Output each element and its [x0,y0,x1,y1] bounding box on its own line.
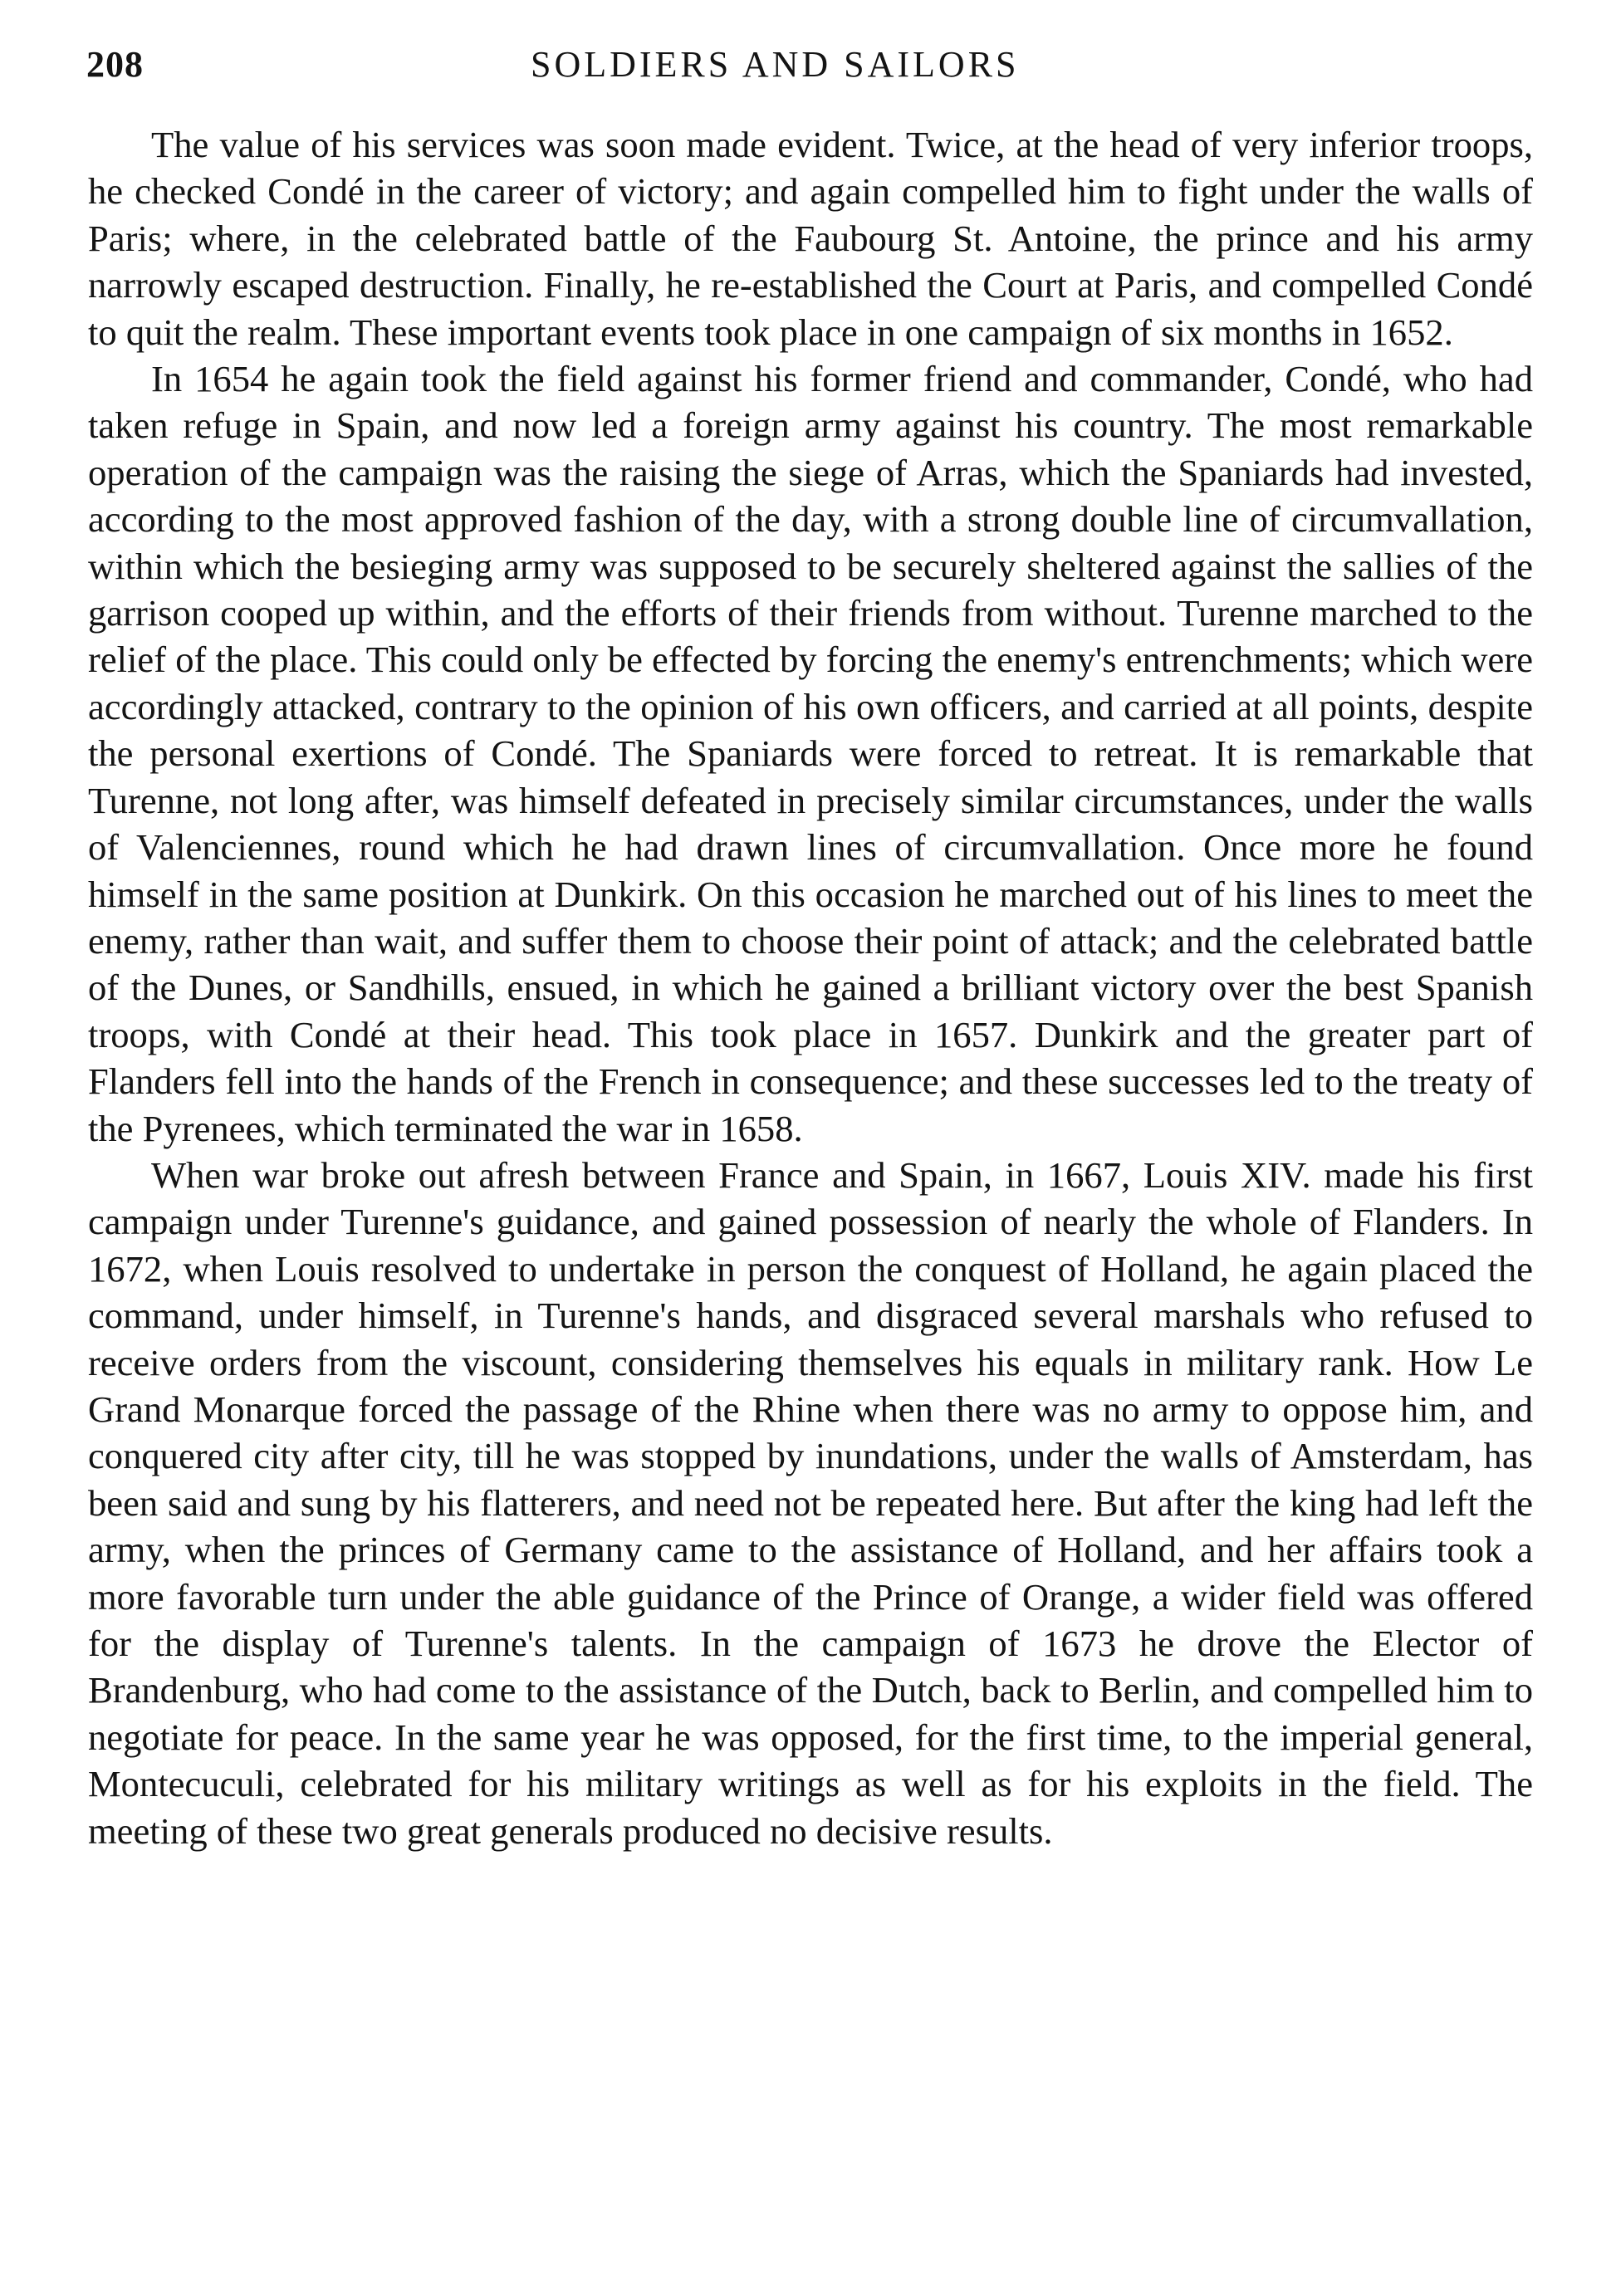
page-number: 208 [86,44,144,85]
running-head [86,43,1530,93]
paragraph: In 1654 he again took the field against his former friend and commander, Condé, who had taken refuge in Spain, and now led a foreign army against his country. The most remarkable operation of the campaign was the raising the siege of Arras, which the Spaniards had invested, according to the most approved fashion of the day, with a strong double line of circumvallation, within which the besieging army was supposed to be securely sheltered against the sallies of the garrison cooped up within, and the efforts of their friends from without. Turenne marched to the relief of the place. This could only be effected by forcing the enemy's entrenchments; which were accordingly attacked, contrary to the opinion of his own officers, and carried at all points, despite the personal exertions of Condé. The Spaniards were forced to retreat. It is remarkable that Turenne, not long after, was himself defeated in precisely similar circumstances, under the walls of Valenciennes, round which he had drawn lines of circumvallation. Once more he found himself in the same position at Dunkirk. On this occasion he marched out of his lines to meet the enemy, rather than wait, and suffer them to choose their point of attack; and the celebrated battle of the Dunes, or Sandhills, ensued, in which he gained a brilliant victory over the best Spanish troops, with Condé at their head. This took place in 1657. Dunkirk and the greater part of Flanders fell into the hands of the French in consequence; and these successes led to the treaty of the Pyrenees, which terminated the war in 1658. [88,358,1533,1149]
paragraph: The value of his services was soon made evident. Twice, at the head of very inferior troops, he checked Condé in the career of victory; and again compelled him to fight under the walls of Paris; where, in the celebrated battle of the Faubourg St. Antoine, the prince and his army narrowly escaped destruction. Finally, he re-established the Court at Paris, and compelled Condé to quit the realm. These important events took place in one campaign of six months in 1652. [88,124,1533,353]
paragraph: When war broke out afresh between France and Spain, in 1667, Louis XIV. made his first campaign under Turenne's guidance, and gained possession of nearly the whole of Flanders. In 1672, when Louis resolved to undertake in person the conquest of Holland, he again placed the command, under himself, in Turenne's hands, and disgraced several marshals who refused to receive orders from the viscount, considering themselves his equals in military rank. How Le Grand Monarque forced the passage of the Rhine when there was no army to oppose him, and conquered city after city, till he was stopped by inundations, under the walls of Amsterdam, has been said and sung by his flatterers, and need not be repeated here. But after the king had left the army, when the princes of Germany came to the assistance of Holland, and her affairs took a more favorable turn under the able guidance of the Prince of Orange, a wider field was offered for the display of Turenne's talents. In the campaign of 1673 he drove the Elector of Brandenburg, who had come to the assistance of the Dutch, back to Berlin, and compelled him to negotiate for peace. In the same year he was opposed, for the first time, to the imperial general, Montecuculi, celebrated for his military writings as well as for his exploits in the field. The meeting of these two great generals produced no decisive results. [88,1153,1533,1852]
running-title: SOLDIERS AND SAILORS [531,44,1020,85]
body-text [88,121,1533,1854]
